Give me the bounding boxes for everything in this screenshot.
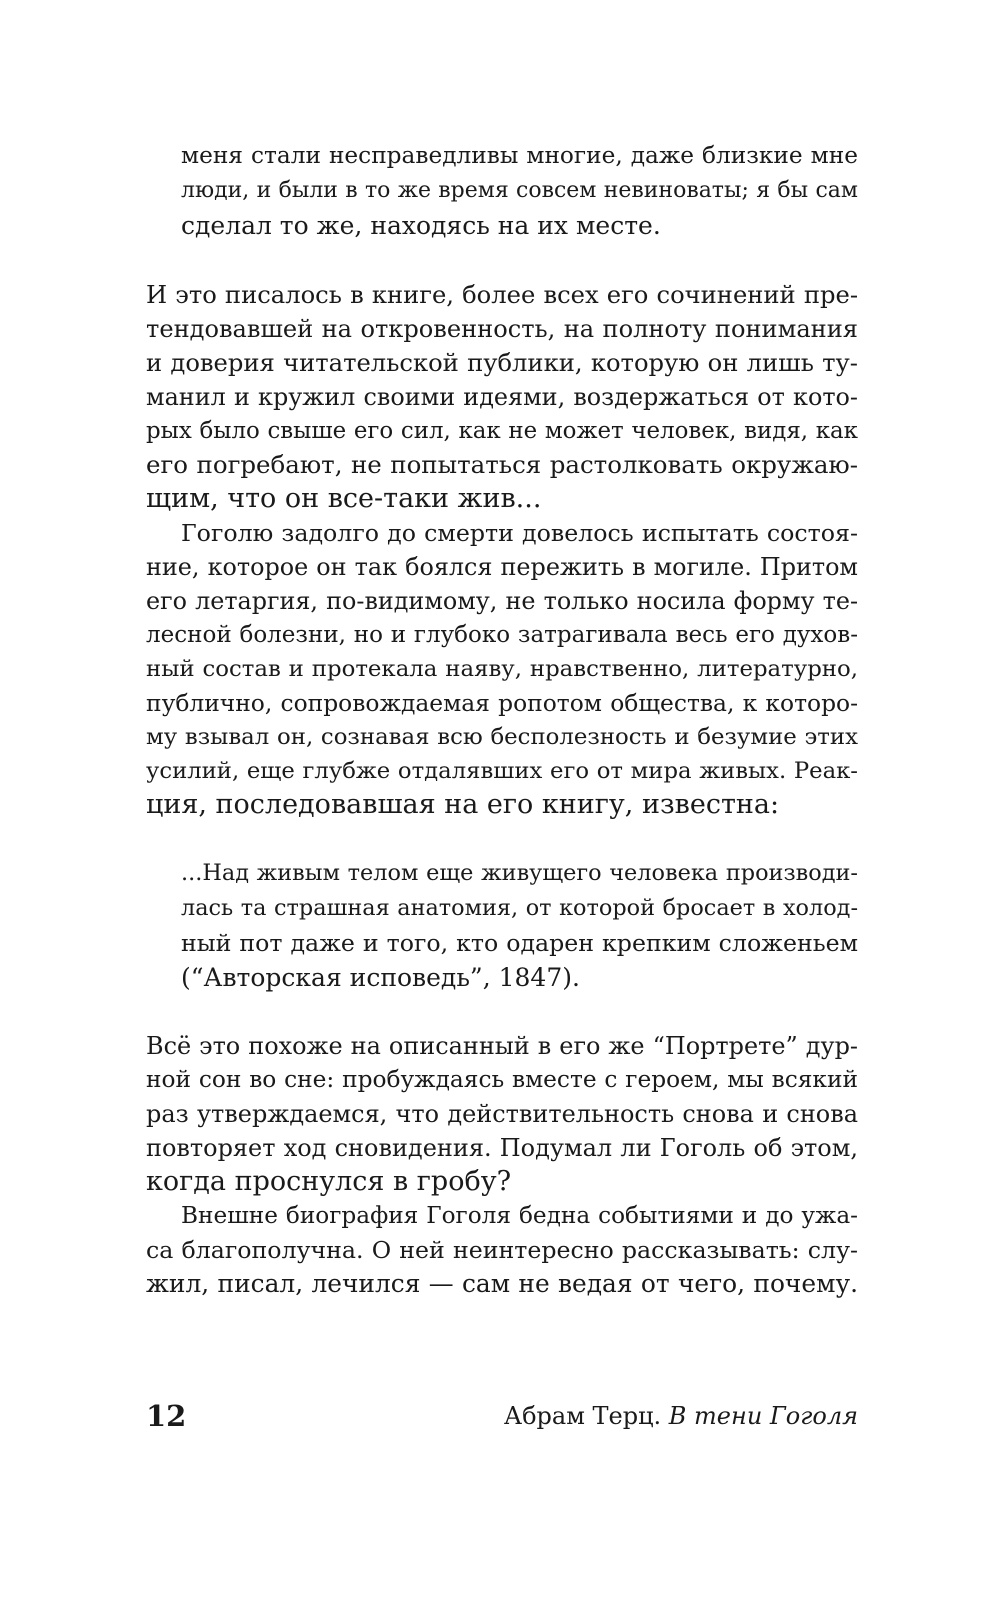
text-line: повторяет ход сновидения. Подумал ли Гоголь об этом, xyxy=(146,1134,858,1162)
text-line: ция, последовавшая на его книгу, известна: xyxy=(146,789,780,820)
text-line: меня стали несправедливы многие, даже близкие мне xyxy=(181,142,858,169)
text-line: люди, и были в то же время совсем невиноваты; я бы сам xyxy=(181,178,858,203)
text-line: (“Авторская исповедь”, 1847). xyxy=(181,963,580,992)
text-line: усилий, еще глубже отдалявших его от мира живых. Реак- xyxy=(146,758,858,784)
text-line: лась та страшная анатомия, от которой бросает в холод- xyxy=(181,895,858,921)
text-line: Внешне биография Гоголя бедна событиями и до ужа- xyxy=(181,1202,858,1229)
text-line: когда проснулся в гробу? xyxy=(146,1166,512,1197)
page-number: 12 xyxy=(146,1399,187,1433)
text-line: лесной болезни, но и глубоко затрагивала весь его духов- xyxy=(146,622,858,648)
text-line: тендовавшей на откровенность, на полноту понимания xyxy=(146,315,858,343)
text-line: манил и кружил своими идеями, воздержаться от кото- xyxy=(146,383,858,411)
text-line: Всё это похоже на описанный в его же “Портрете” дур- xyxy=(146,1032,858,1060)
text-line: ...Над живым телом еще живущего человека производи- xyxy=(181,860,858,886)
text-line: его летаргия, по-видимому, не только носила форму те- xyxy=(146,587,858,615)
text-line: раз утверждаемся, что действительность снова и снова xyxy=(146,1100,858,1128)
text-line: его погребают, не попытаться растолковать окружаю- xyxy=(146,450,858,479)
text-line: ние, которое он так боялся пережить в могиле. Притом xyxy=(146,553,858,581)
text-line: му взывал он, сознавая всю бесполезность и безумие этих xyxy=(146,724,858,750)
text-line: жил, писал, лечился — сам не ведая от чего, почему. xyxy=(146,1269,858,1298)
text-line: Гоголю задолго до смерти довелось испытать состоя- xyxy=(181,519,858,547)
text-line: са благополучна. О ней неинтересно рассказывать: слу- xyxy=(146,1236,858,1264)
text-line: ной сон во сне: пробуждаясь вместе с героем, мы всякий xyxy=(146,1066,858,1093)
text-line: публично, сопровождаемая ропотом общества, к которо- xyxy=(146,689,858,717)
text-line: щим, что он все-таки жив... xyxy=(146,483,542,514)
text-line: сделал то же, находясь на их месте. xyxy=(181,211,661,240)
text-line: рых было свыше его сил, как не может человек, видя, как xyxy=(146,418,858,444)
footer-author: Абрам Терц. xyxy=(503,1402,662,1430)
text-line: И это писалось в книге, более всех его сочинений пре- xyxy=(146,281,858,309)
text-line: ный состав и протекала наяву, нравственно, литературно, xyxy=(146,656,858,682)
text-line: ный пот даже и того, кто одарен крепким сложеньем xyxy=(181,929,858,957)
footer-book-title: В тени Гоголя xyxy=(668,1402,858,1430)
running-footer xyxy=(504,1398,858,1434)
text-line: и доверия читательской публики, которую он лишь ту- xyxy=(146,349,858,377)
